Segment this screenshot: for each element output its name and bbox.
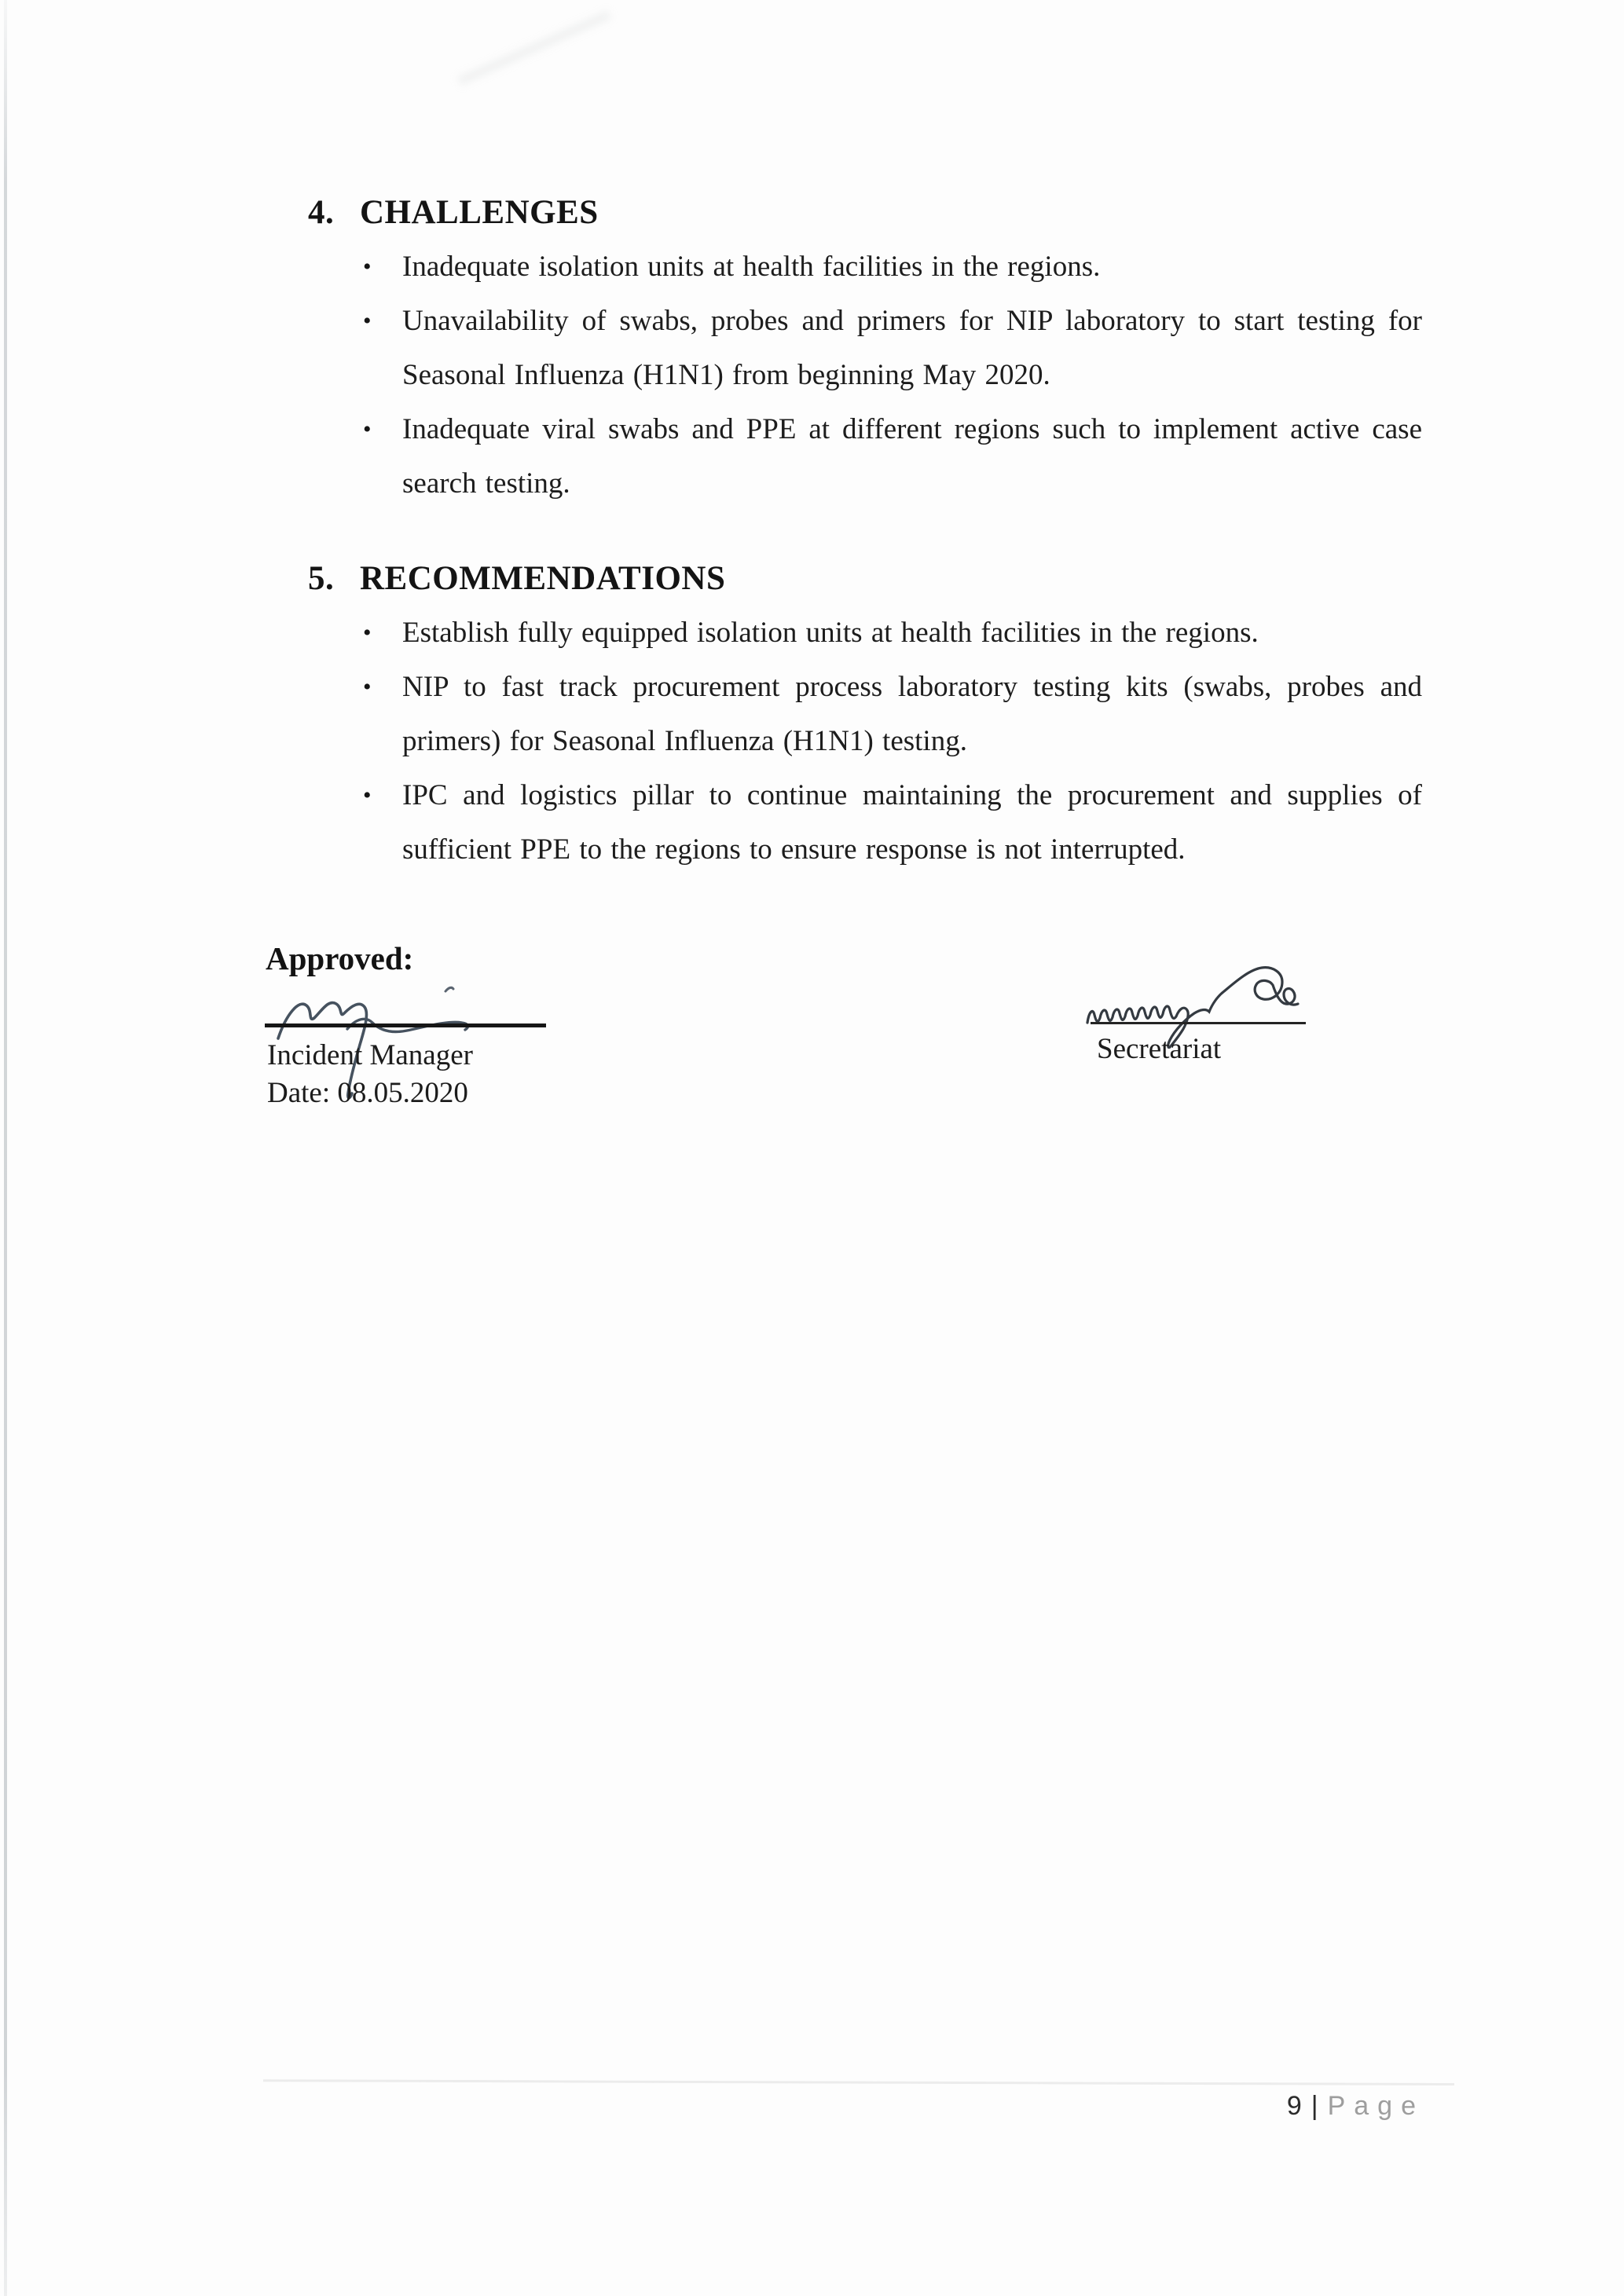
page-number: 9 [1286,2091,1302,2121]
footer-page-word: Page [1327,2091,1424,2121]
bullet-icon: • [363,782,372,808]
section-number: 4. [308,194,335,231]
section-recommendations [308,551,1422,877]
footer-separator: | [1311,2091,1318,2121]
bullet-icon: • [363,254,372,280]
bullet-icon: • [363,674,372,700]
list-item [308,768,1422,877]
footer-rule-line [263,2079,1454,2085]
bullet-list [308,240,1422,511]
list-item [308,660,1422,768]
section-heading [308,551,1422,606]
approved-label: Approved: [266,940,414,976]
bullet-icon: • [363,416,372,442]
scan-smudge-artifact [457,10,612,86]
approval-date: Date: 08.05.2020 [267,1077,468,1109]
section-number: 5. [308,560,335,597]
bullet-text: IPC and logistics pillar to continue maintaining the procurement and supplies of sufficient PPE to the regions to ensure response is not interrupted. [402,779,1422,866]
list-item [308,240,1422,294]
incident-manager-title: Incident Manager [267,1039,473,1071]
bullet-text: Unavailability of swabs, probes and primers for NIP laboratory to start testing for Seasonal Influenza (H1N1) from beginning May 2020. [402,305,1422,391]
section-title: CHALLENGES [360,194,599,231]
bullet-text: Inadequate isolation units at health facilities in the regions. [402,251,1101,283]
bullet-icon: • [363,620,372,646]
bullet-text: NIP to fast track procurement process laboratory testing kits (swabs, probes and primers) for Seasonal Influenza (H1N1) testing. [402,671,1422,757]
signature-underline [1091,1022,1306,1024]
list-item [308,606,1422,660]
scan-edge-artifact [4,0,7,2296]
secretariat-title: Secretariat [1097,1033,1222,1065]
section-title: RECOMMENDATIONS [360,560,726,597]
signature-underline [265,1023,546,1027]
bullet-icon: • [363,308,372,334]
bullet-text: Inadequate viral swabs and PPE at different regions such to implement active case search testing. [402,413,1422,500]
bullet-list [308,606,1422,877]
list-item [308,294,1422,402]
document-body [308,185,1422,877]
section-challenges [308,185,1422,511]
list-item [308,402,1422,511]
section-heading [308,185,1422,240]
page-footer [1287,2091,1424,2122]
bullet-text: Establish fully equipped isolation units at health facilities in the regions. [402,617,1259,649]
